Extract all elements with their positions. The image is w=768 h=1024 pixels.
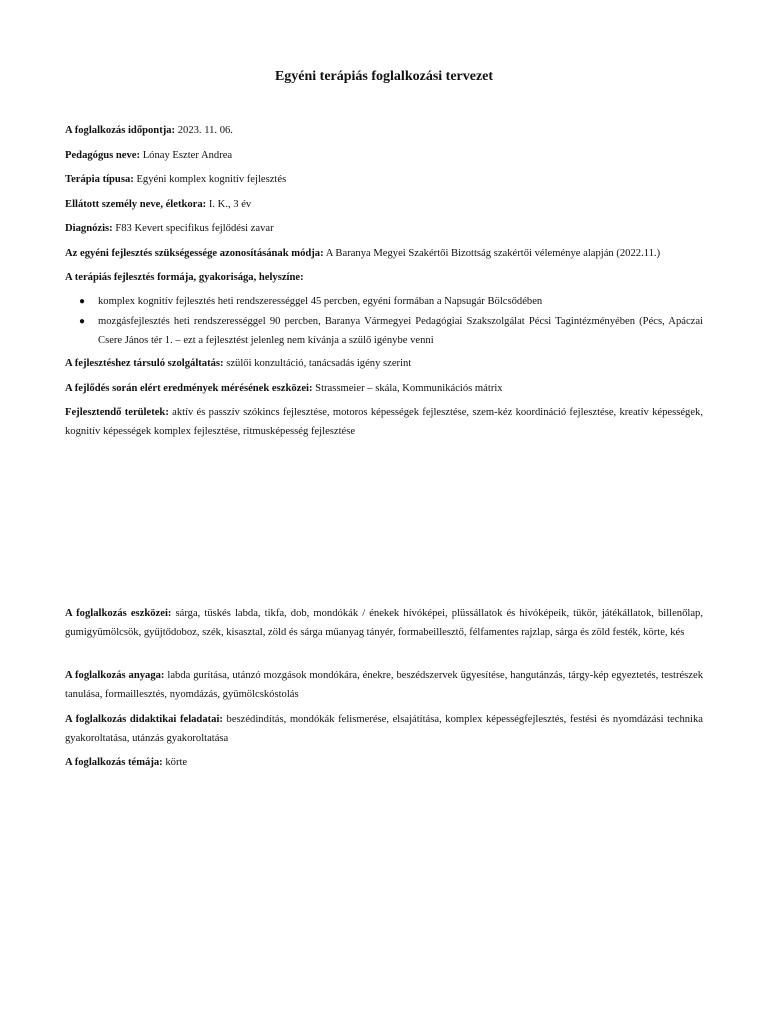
field-services-label: A fejlesztéshez társuló szolgáltatás: <box>65 358 224 369</box>
field-tools-value: sárga, tüskés labda, tikfa, dob, mondókák / énekek hívóképei, plüssállatok és hívóképeik, tükör, játékállatok, billenőlap, gumigyümölcsök, gyűjtődoboz, szék, kisasztal, zöld és sárga műanyag tányér, formabeillesztő, félfamentes rajzlap, sárga és zöld festék, körte, kés <box>65 608 703 638</box>
field-material-value: labda gurítása, utánzó mozgások mondókára, énekre, beszédszervek ügyesítése, hangutánzás, tárgy-kép egyeztetés, testrészek tanulása, formaillesztés, nyomdázás, gyümölcskóstolás <box>65 670 703 700</box>
field-areas-label: Fejlesztendő területek: <box>65 407 169 418</box>
field-therapy-type <box>65 170 703 189</box>
list-item <box>65 312 703 351</box>
field-material <box>65 666 703 704</box>
field-therapy-type-value: Egyéni komplex kognitív fejlesztés <box>136 174 287 185</box>
field-tasks-label: A foglalkozás didaktikai feladatai: <box>65 714 223 725</box>
field-form-label: A terápiás fejlesztés formája, gyakorisága, helyszíne: <box>65 272 304 283</box>
field-areas <box>65 403 703 441</box>
bullet-icon: ● <box>79 296 86 307</box>
field-person <box>65 195 703 214</box>
field-need-value: A Baranya Megyei Szakértői Bizottság szakértői véleménye alapján (2022.11.) <box>325 248 661 259</box>
field-tasks-value: beszédindítás, mondókák felismerése, elsajátítása, komplex képességfejlesztés, festési és nyomdázási technika gyakoroltatása, utánzás gyakoroltatása <box>65 714 703 744</box>
field-services-value: szülői konzultáció, tanácsadás igény szerint <box>226 358 412 369</box>
form-list <box>65 292 703 351</box>
field-measurement-value: Strassmeier – skála, Kommunikációs mátrix <box>315 383 503 394</box>
field-person-value: I. K., 3 év <box>208 199 252 210</box>
field-need-label: Az egyéni fejlesztés szükségessége azonosításának módja: <box>65 248 324 259</box>
field-measurement <box>65 379 703 398</box>
field-date <box>65 121 703 140</box>
field-person-label: Ellátott személy neve, életkora: <box>65 199 207 210</box>
field-date-value: 2023. 11. 06. <box>177 125 233 136</box>
field-tools-label: A foglalkozás eszközei: <box>65 608 172 619</box>
field-date-label: A foglalkozás időpontja: <box>65 125 176 136</box>
field-diagnosis-value: F83 Kevert specifikus fejlődési zavar <box>115 223 274 234</box>
field-theme-value: körte <box>165 757 188 768</box>
field-need <box>65 244 703 263</box>
list-item-text: komplex kognitív fejlesztés heti rendszerességgel 45 percben, egyéni formában a Napsugár Bölcsődében <box>98 296 543 307</box>
field-diagnosis-label: Diagnózis: <box>65 223 113 234</box>
field-teacher-value: Lónay Eszter Andrea <box>142 150 233 161</box>
field-form <box>65 268 703 287</box>
field-theme <box>65 753 703 772</box>
field-services <box>65 354 703 373</box>
field-material-label: A foglalkozás anyaga: <box>65 670 165 681</box>
field-diagnosis <box>65 219 703 238</box>
list-item-text: mozgásfejlesztés heti rendszerességgel 90 percben, Baranya Vármegyei Pedagógiai Szakszolgálat Pécsi Tagintézményében (Pécs, Apáczai Csere János tér 1. – ezt a fejlesztést jelenleg nem kívánja a szülő igénybe venni <box>98 315 703 346</box>
field-therapy-type-label: Terápia típusa: <box>65 174 134 185</box>
field-teacher <box>65 146 703 165</box>
bullet-icon: ● <box>79 315 86 327</box>
field-areas-value: aktív és passzív szókincs fejlesztése, motoros képességek fejlesztése, szem-kéz koordináció fejlesztése, kreatív képességek, kognitív képességek komplex fejlesztése, ritmusképesség fejlesztése <box>65 407 704 437</box>
field-theme-label: A foglalkozás témája: <box>65 757 163 768</box>
field-teacher-label: Pedagógus neve: <box>65 150 141 161</box>
field-tools <box>65 604 703 642</box>
field-measurement-label: A fejlődés során elért eredmények mérésének eszközei: <box>65 383 313 394</box>
field-tasks <box>65 710 703 748</box>
document-title: Egyéni terápiás foglalkozási tervezet <box>274 69 494 84</box>
list-item <box>65 292 703 312</box>
